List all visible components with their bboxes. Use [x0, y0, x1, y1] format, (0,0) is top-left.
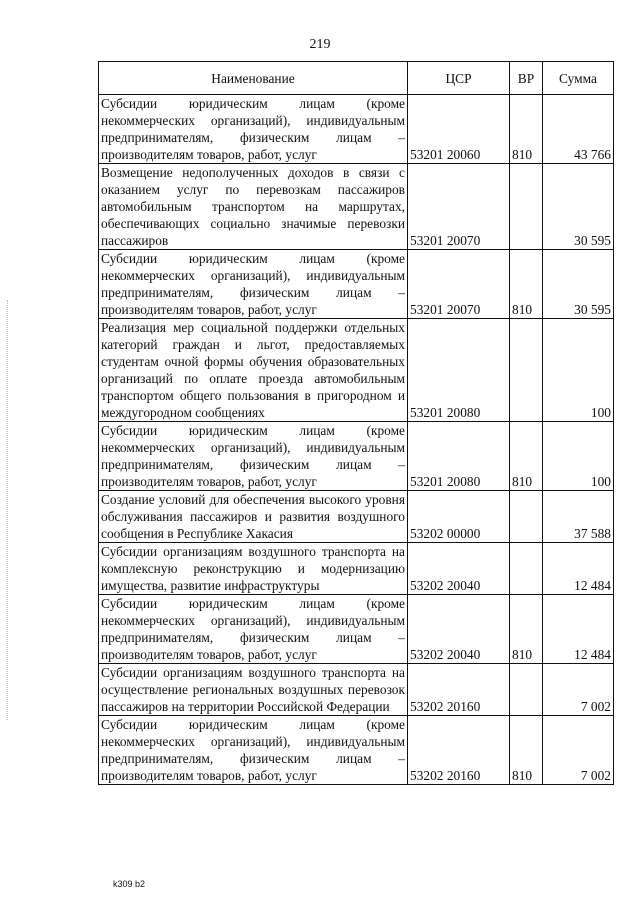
table-header-row	[99, 62, 614, 95]
row-csr: 53202 20040	[408, 543, 510, 595]
table-row	[99, 319, 614, 422]
table-row	[99, 595, 614, 664]
row-csr: 53201 20070	[408, 164, 510, 250]
row-csr: 53202 20160	[408, 664, 510, 716]
scan-margin-mark	[7, 300, 9, 720]
header-sum: Сумма	[543, 62, 614, 95]
row-csr: 53201 20060	[408, 95, 510, 164]
row-name: Субсидии юридическим лицам (кроме некоммерческих организаций), индивидуальным предпринимателям, физическим лицам – производителям товаров, работ, услуг	[99, 250, 408, 319]
header-csr: ЦСР	[408, 62, 510, 95]
row-vr	[510, 543, 543, 595]
row-vr	[510, 664, 543, 716]
row-sum: 7 002	[543, 664, 614, 716]
table-row	[99, 664, 614, 716]
row-csr: 53201 20080	[408, 422, 510, 491]
row-csr: 53202 20160	[408, 716, 510, 785]
row-sum: 12 484	[543, 595, 614, 664]
footer-code: k309 b2	[113, 879, 146, 889]
table-row	[99, 164, 614, 250]
row-name: Возмещение недополученных доходов в связи с оказанием услуг по перевозкам пассажиров автомобильным транспортом на маршрутах, обеспечивающих социально значимые перевозки пассажиров	[99, 164, 408, 250]
table-row	[99, 716, 614, 785]
row-vr	[510, 164, 543, 250]
header-vr: ВР	[510, 62, 543, 95]
header-name: Наименование	[99, 62, 408, 95]
row-vr	[510, 491, 543, 543]
table-row	[99, 250, 614, 319]
row-csr: 53202 20040	[408, 595, 510, 664]
row-name: Создание условий для обеспечения высокого уровня обслуживания пассажиров и развития воздушного сообщения в Республике Хакасия	[99, 491, 408, 543]
row-sum: 43 766	[543, 95, 614, 164]
row-name: Субсидии юридическим лицам (кроме некоммерческих организаций), индивидуальным предпринимателям, физическим лицам – производителям товаров, работ, услуг	[99, 95, 408, 164]
row-csr: 53202 00000	[408, 491, 510, 543]
row-sum: 30 595	[543, 164, 614, 250]
row-sum: 37 588	[543, 491, 614, 543]
row-name: Реализация мер социальной поддержки отдельных категорий граждан и льгот, предоставляемых студентам очной формы обучения образовательных организаций по оплате проезда автомобильным транспортом общего пользования в пригородном и междугородном сообщениях	[99, 319, 408, 422]
row-csr: 53201 20080	[408, 319, 510, 422]
table-row	[99, 543, 614, 595]
page-number: 219	[309, 37, 331, 52]
row-name: Субсидии организациям воздушного транспорта на комплексную реконструкцию и модернизацию имущества, развитие инфраструктуры	[99, 543, 408, 595]
table-row	[99, 491, 614, 543]
row-name: Субсидии юридическим лицам (кроме некоммерческих организаций), индивидуальным предпринимателям, физическим лицам – производителям товаров, работ, услуг	[99, 716, 408, 785]
row-sum: 7 002	[543, 716, 614, 785]
row-csr: 53201 20070	[408, 250, 510, 319]
row-name: Субсидии юридическим лицам (кроме некоммерческих организаций), индивидуальным предпринимателям, физическим лицам – производителям товаров, работ, услуг	[99, 595, 408, 664]
row-vr: 810	[510, 250, 543, 319]
table-row	[99, 422, 614, 491]
row-sum: 12 484	[543, 543, 614, 595]
row-vr: 810	[510, 595, 543, 664]
row-sum: 100	[543, 422, 614, 491]
budget-table	[98, 61, 614, 785]
row-sum: 100	[543, 319, 614, 422]
row-vr: 810	[510, 422, 543, 491]
row-vr: 810	[510, 716, 543, 785]
row-sum: 30 595	[543, 250, 614, 319]
row-name: Субсидии организациям воздушного транспорта на осуществление региональных воздушных перевозок пассажиров на территории Российской Федерации	[99, 664, 408, 716]
row-name: Субсидии юридическим лицам (кроме некоммерческих организаций), индивидуальным предпринимателям, физическим лицам – производителям товаров, работ, услуг	[99, 422, 408, 491]
row-vr	[510, 319, 543, 422]
row-vr: 810	[510, 95, 543, 164]
table-row	[99, 95, 614, 164]
